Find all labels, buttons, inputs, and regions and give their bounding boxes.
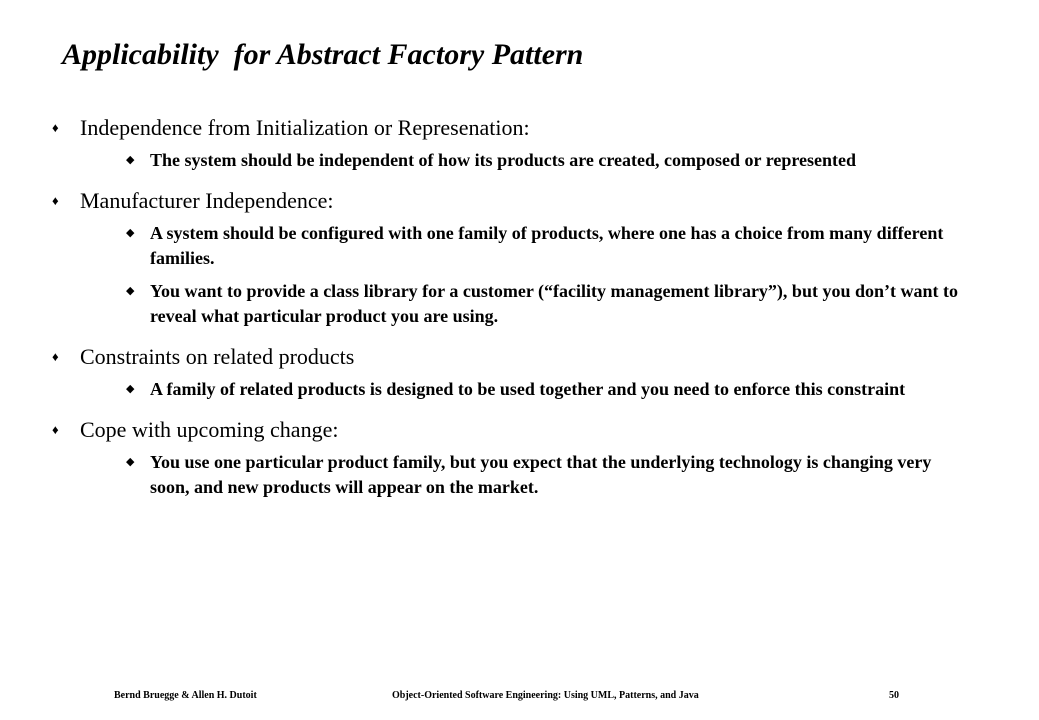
sub-bullet-text: A family of related products is designed to be used together and you need to enforce this constraint	[150, 379, 906, 399]
bullet-text: Independence from Initialization or Represenation:	[80, 115, 530, 140]
bullet-list	[52, 114, 992, 500]
sub-bullet-item	[80, 450, 992, 500]
sub-bullet-item	[80, 148, 992, 173]
bullet-text: Manufacturer Independence:	[80, 188, 334, 213]
bullet-item	[52, 114, 992, 173]
sub-bullet-list	[80, 221, 992, 329]
small-diamond-bullet-icon: ◆	[126, 154, 135, 166]
sub-bullet-item	[80, 377, 992, 402]
sub-bullet-item	[80, 221, 992, 271]
sub-bullet-item	[80, 279, 992, 329]
sub-bullet-list	[80, 377, 992, 402]
small-diamond-bullet-icon: ◆	[126, 383, 135, 395]
footer-page-number: 50	[889, 690, 899, 701]
sub-bullet-list	[80, 450, 992, 500]
footer-book-title: Object-Oriented Software Engineering: Using UML, Patterns, and Java	[392, 690, 699, 701]
bullet-text: Constraints on related products	[80, 344, 355, 369]
small-diamond-bullet-icon: ◆	[126, 456, 135, 468]
bullet-text: Cope with upcoming change:	[80, 417, 339, 442]
sub-bullet-text: You want to provide a class library for a customer (“facility management library”), but you don’t want to reveal what particular product you are using.	[150, 281, 958, 326]
diamond-bullet-icon: ♦	[52, 422, 59, 437]
diamond-bullet-icon: ♦	[52, 193, 59, 208]
footer-authors: Bernd Bruegge & Allen H. Dutoit	[114, 690, 257, 701]
bullet-item	[52, 416, 992, 500]
bullet-item	[52, 187, 992, 329]
diamond-bullet-icon: ♦	[52, 349, 59, 364]
bullet-item	[52, 343, 992, 402]
sub-bullet-text: The system should be independent of how its products are created, composed or represented	[150, 150, 857, 170]
sub-bullet-list	[80, 148, 992, 173]
sub-bullet-text: A system should be configured with one family of products, where one has a choice from many different families.	[150, 223, 944, 268]
sub-bullet-text: You use one particular product family, but you expect that the underlying technology is changing very soon, and new products will appear on the market.	[150, 452, 932, 497]
small-diamond-bullet-icon: ◆	[126, 285, 135, 297]
small-diamond-bullet-icon: ◆	[126, 227, 135, 239]
diamond-bullet-icon: ♦	[52, 120, 59, 135]
slide-footer	[0, 689, 1039, 703]
slide-title: Applicability for Abstract Factory Pattern	[62, 38, 584, 71]
